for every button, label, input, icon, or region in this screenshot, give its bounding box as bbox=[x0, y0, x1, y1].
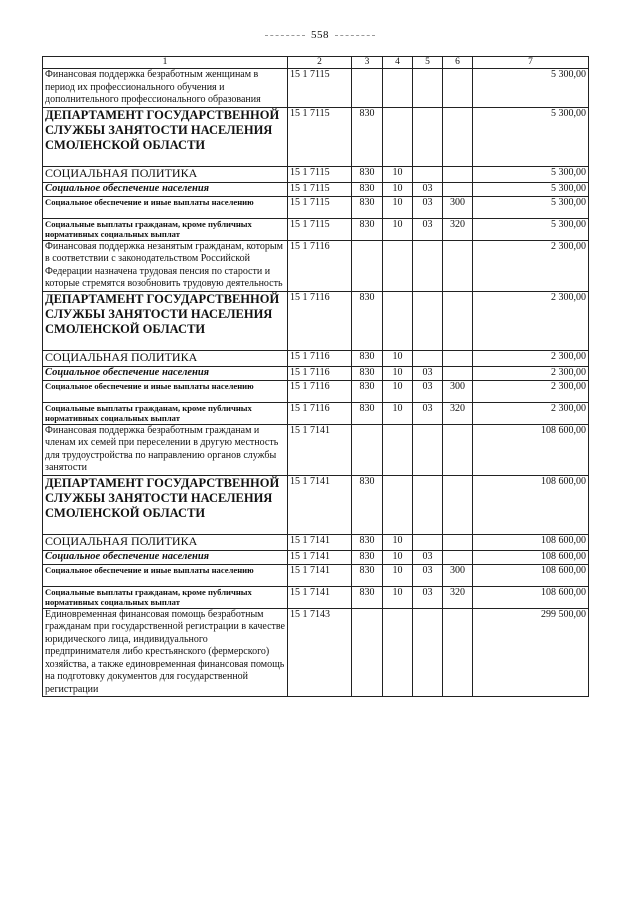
expense-type-code-cell: 320 bbox=[443, 218, 473, 240]
item-name-cell: Социальное обеспечение населения bbox=[43, 550, 288, 564]
amount-cell: 2 300,00 bbox=[473, 240, 589, 291]
expense-type-code-cell bbox=[443, 291, 473, 350]
expense-type-code-cell bbox=[443, 608, 473, 697]
subsection-code-cell bbox=[413, 350, 443, 366]
amount-cell: 108 600,00 bbox=[473, 550, 589, 564]
item-name-cell: Социальное обеспечение населения bbox=[43, 182, 288, 196]
expense-type-code-cell bbox=[443, 424, 473, 475]
section-code-cell bbox=[383, 608, 413, 697]
section-code-cell: 10 bbox=[383, 182, 413, 196]
target-article-code-cell: 15 1 7141 bbox=[288, 534, 352, 550]
item-name-cell: Финансовая поддержка безработным гражданам и членам их семей при переселении в другую местность для трудоустройства по направлению органов службы занятости bbox=[43, 424, 288, 475]
item-name-cell: Социальные выплаты гражданам, кроме публичных нормативных социальных выплат bbox=[43, 218, 288, 240]
section-code-cell: 10 bbox=[383, 350, 413, 366]
expense-type-code-cell bbox=[443, 240, 473, 291]
amount-cell: 5 300,00 bbox=[473, 69, 589, 108]
department-code-cell: 830 bbox=[352, 350, 383, 366]
amount-cell: 108 600,00 bbox=[473, 534, 589, 550]
subsection-code-cell bbox=[413, 240, 443, 291]
target-article-code-cell: 15 1 7115 bbox=[288, 196, 352, 218]
header-col-2: 2 bbox=[288, 57, 352, 69]
department-code-cell: 830 bbox=[352, 107, 383, 166]
amount-cell: 5 300,00 bbox=[473, 107, 589, 166]
target-article-code-cell: 15 1 7115 bbox=[288, 69, 352, 108]
amount-cell: 108 600,00 bbox=[473, 475, 589, 534]
amount-cell: 108 600,00 bbox=[473, 424, 589, 475]
expense-type-code-cell bbox=[443, 550, 473, 564]
expense-type-code-cell bbox=[443, 534, 473, 550]
expense-type-code-cell bbox=[443, 182, 473, 196]
target-article-code-cell: 15 1 7141 bbox=[288, 475, 352, 534]
amount-cell: 299 500,00 bbox=[473, 608, 589, 697]
section-code-cell: 10 bbox=[383, 218, 413, 240]
amount-cell: 5 300,00 bbox=[473, 218, 589, 240]
department-code-cell: 830 bbox=[352, 380, 383, 402]
department-code-cell bbox=[352, 69, 383, 108]
section-code-cell: 10 bbox=[383, 534, 413, 550]
header-col-4: 4 bbox=[383, 57, 413, 69]
target-article-code-cell: 15 1 7116 bbox=[288, 380, 352, 402]
table-body bbox=[43, 69, 589, 697]
amount-cell: 5 300,00 bbox=[473, 182, 589, 196]
subsection-code-cell: 03 bbox=[413, 366, 443, 380]
expense-type-code-cell bbox=[443, 475, 473, 534]
item-name-cell: СОЦИАЛЬНАЯ ПОЛИТИКА bbox=[43, 350, 288, 366]
subsection-code-cell: 03 bbox=[413, 196, 443, 218]
subsection-code-cell: 03 bbox=[413, 380, 443, 402]
table-row bbox=[43, 550, 589, 564]
target-article-code-cell: 15 1 7143 bbox=[288, 608, 352, 697]
target-article-code-cell: 15 1 7116 bbox=[288, 402, 352, 424]
amount-cell: 2 300,00 bbox=[473, 402, 589, 424]
expense-type-code-cell: 320 bbox=[443, 402, 473, 424]
table-row bbox=[43, 182, 589, 196]
target-article-code-cell: 15 1 7116 bbox=[288, 291, 352, 350]
item-name-cell: Социальное обеспечение населения bbox=[43, 366, 288, 380]
section-code-cell bbox=[383, 424, 413, 475]
subsection-code-cell bbox=[413, 608, 443, 697]
table-row bbox=[43, 586, 589, 608]
expense-type-code-cell bbox=[443, 69, 473, 108]
target-article-code-cell: 15 1 7115 bbox=[288, 218, 352, 240]
amount-cell: 108 600,00 bbox=[473, 586, 589, 608]
header-col-7: 7 bbox=[473, 57, 589, 69]
department-code-cell: 830 bbox=[352, 166, 383, 182]
item-name-cell: Социальные выплаты гражданам, кроме публичных нормативных социальных выплат bbox=[43, 586, 288, 608]
subsection-code-cell bbox=[413, 69, 443, 108]
department-code-cell bbox=[352, 424, 383, 475]
department-code-cell: 830 bbox=[352, 586, 383, 608]
department-code-cell: 830 bbox=[352, 564, 383, 586]
department-code-cell: 830 bbox=[352, 475, 383, 534]
table-row bbox=[43, 69, 589, 108]
section-code-cell: 10 bbox=[383, 550, 413, 564]
table-row bbox=[43, 380, 589, 402]
subsection-code-cell: 03 bbox=[413, 182, 443, 196]
item-name-cell: Финансовая поддержка безработным женщинам в период их профессионального обучения и дополнительного профессионального образования bbox=[43, 69, 288, 108]
table-row bbox=[43, 608, 589, 697]
item-name-cell: Социальное обеспечение и иные выплаты населению bbox=[43, 380, 288, 402]
subsection-code-cell: 03 bbox=[413, 218, 443, 240]
department-code-cell: 830 bbox=[352, 196, 383, 218]
expense-type-code-cell bbox=[443, 166, 473, 182]
item-name-cell: ДЕПАРТАМЕНТ ГОСУДАРСТВЕННОЙ СЛУЖБЫ ЗАНЯТОСТИ НАСЕЛЕНИЯ СМОЛЕНСКОЙ ОБЛАСТИ bbox=[43, 291, 288, 350]
subsection-code-cell bbox=[413, 534, 443, 550]
table-row bbox=[43, 564, 589, 586]
header-col-5: 5 bbox=[413, 57, 443, 69]
amount-cell: 2 300,00 bbox=[473, 291, 589, 350]
subsection-code-cell bbox=[413, 107, 443, 166]
subsection-code-cell: 03 bbox=[413, 586, 443, 608]
department-code-cell: 830 bbox=[352, 402, 383, 424]
expense-type-code-cell bbox=[443, 107, 473, 166]
expense-type-code-cell bbox=[443, 350, 473, 366]
amount-cell: 2 300,00 bbox=[473, 366, 589, 380]
item-name-cell: ДЕПАРТАМЕНТ ГОСУДАРСТВЕННОЙ СЛУЖБЫ ЗАНЯТОСТИ НАСЕЛЕНИЯ СМОЛЕНСКОЙ ОБЛАСТИ bbox=[43, 475, 288, 534]
table-row bbox=[43, 366, 589, 380]
table-row bbox=[43, 291, 589, 350]
subsection-code-cell: 03 bbox=[413, 550, 443, 564]
table-row bbox=[43, 196, 589, 218]
target-article-code-cell: 15 1 7115 bbox=[288, 107, 352, 166]
target-article-code-cell: 15 1 7115 bbox=[288, 166, 352, 182]
header-row bbox=[43, 57, 589, 69]
expense-type-code-cell: 300 bbox=[443, 564, 473, 586]
amount-cell: 5 300,00 bbox=[473, 196, 589, 218]
item-name-cell: Социальное обеспечение и иные выплаты населению bbox=[43, 564, 288, 586]
table-row bbox=[43, 218, 589, 240]
department-code-cell: 830 bbox=[352, 218, 383, 240]
section-code-cell bbox=[383, 475, 413, 534]
section-code-cell bbox=[383, 240, 413, 291]
header-col-1: 1 bbox=[43, 57, 288, 69]
section-code-cell bbox=[383, 69, 413, 108]
department-code-cell bbox=[352, 240, 383, 291]
section-code-cell: 10 bbox=[383, 196, 413, 218]
table-row bbox=[43, 402, 589, 424]
target-article-code-cell: 15 1 7115 bbox=[288, 182, 352, 196]
section-code-cell bbox=[383, 107, 413, 166]
department-code-cell: 830 bbox=[352, 291, 383, 350]
subsection-code-cell: 03 bbox=[413, 564, 443, 586]
table-row bbox=[43, 475, 589, 534]
expense-type-code-cell: 300 bbox=[443, 196, 473, 218]
subsection-code-cell bbox=[413, 424, 443, 475]
header-col-6: 6 bbox=[443, 57, 473, 69]
section-code-cell: 10 bbox=[383, 402, 413, 424]
table-row bbox=[43, 534, 589, 550]
department-code-cell: 830 bbox=[352, 182, 383, 196]
table-row bbox=[43, 107, 589, 166]
amount-cell: 5 300,00 bbox=[473, 166, 589, 182]
amount-cell: 2 300,00 bbox=[473, 350, 589, 366]
amount-cell: 108 600,00 bbox=[473, 564, 589, 586]
subsection-code-cell bbox=[413, 475, 443, 534]
item-name-cell: ДЕПАРТАМЕНТ ГОСУДАРСТВЕННОЙ СЛУЖБЫ ЗАНЯТОСТИ НАСЕЛЕНИЯ СМОЛЕНСКОЙ ОБЛАСТИ bbox=[43, 107, 288, 166]
expense-type-code-cell: 320 bbox=[443, 586, 473, 608]
page-number: 558 bbox=[0, 29, 640, 41]
subsection-code-cell: 03 bbox=[413, 402, 443, 424]
section-code-cell bbox=[383, 291, 413, 350]
item-name-cell: Социальное обеспечение и иные выплаты населению bbox=[43, 196, 288, 218]
department-code-cell: 830 bbox=[352, 550, 383, 564]
section-code-cell: 10 bbox=[383, 166, 413, 182]
section-code-cell: 10 bbox=[383, 366, 413, 380]
department-code-cell: 830 bbox=[352, 366, 383, 380]
section-code-cell: 10 bbox=[383, 380, 413, 402]
budget-table bbox=[42, 56, 589, 697]
target-article-code-cell: 15 1 7116 bbox=[288, 350, 352, 366]
item-name-cell: Социальные выплаты гражданам, кроме публичных нормативных социальных выплат bbox=[43, 402, 288, 424]
section-code-cell: 10 bbox=[383, 586, 413, 608]
department-code-cell: 830 bbox=[352, 534, 383, 550]
table-row bbox=[43, 166, 589, 182]
expense-type-code-cell: 300 bbox=[443, 380, 473, 402]
item-name-cell: Единовременная финансовая помощь безработным гражданам при государственной регистрации в качестве юридического лица, индивидуального предпринимателя либо крестьянского (фермерского) хозяйства, а также единовременная финансовая помощь на подготовку документов для государственной регистрации bbox=[43, 608, 288, 697]
subsection-code-cell bbox=[413, 166, 443, 182]
header-col-3: 3 bbox=[352, 57, 383, 69]
department-code-cell bbox=[352, 608, 383, 697]
section-code-cell: 10 bbox=[383, 564, 413, 586]
target-article-code-cell: 15 1 7141 bbox=[288, 424, 352, 475]
expense-type-code-cell bbox=[443, 366, 473, 380]
item-name-cell: СОЦИАЛЬНАЯ ПОЛИТИКА bbox=[43, 534, 288, 550]
table-row bbox=[43, 350, 589, 366]
target-article-code-cell: 15 1 7141 bbox=[288, 586, 352, 608]
item-name-cell: Финансовая поддержка незанятым гражданам, которым в соответствии с законодательством Российской Федерации назначена трудовая пенсия по старости и которые стремятся возобновить трудовую деятельность bbox=[43, 240, 288, 291]
target-article-code-cell: 15 1 7116 bbox=[288, 240, 352, 291]
item-name-cell: СОЦИАЛЬНАЯ ПОЛИТИКА bbox=[43, 166, 288, 182]
subsection-code-cell bbox=[413, 291, 443, 350]
table-row bbox=[43, 424, 589, 475]
table-row bbox=[43, 240, 589, 291]
target-article-code-cell: 15 1 7141 bbox=[288, 564, 352, 586]
target-article-code-cell: 15 1 7116 bbox=[288, 366, 352, 380]
target-article-code-cell: 15 1 7141 bbox=[288, 550, 352, 564]
amount-cell: 2 300,00 bbox=[473, 380, 589, 402]
